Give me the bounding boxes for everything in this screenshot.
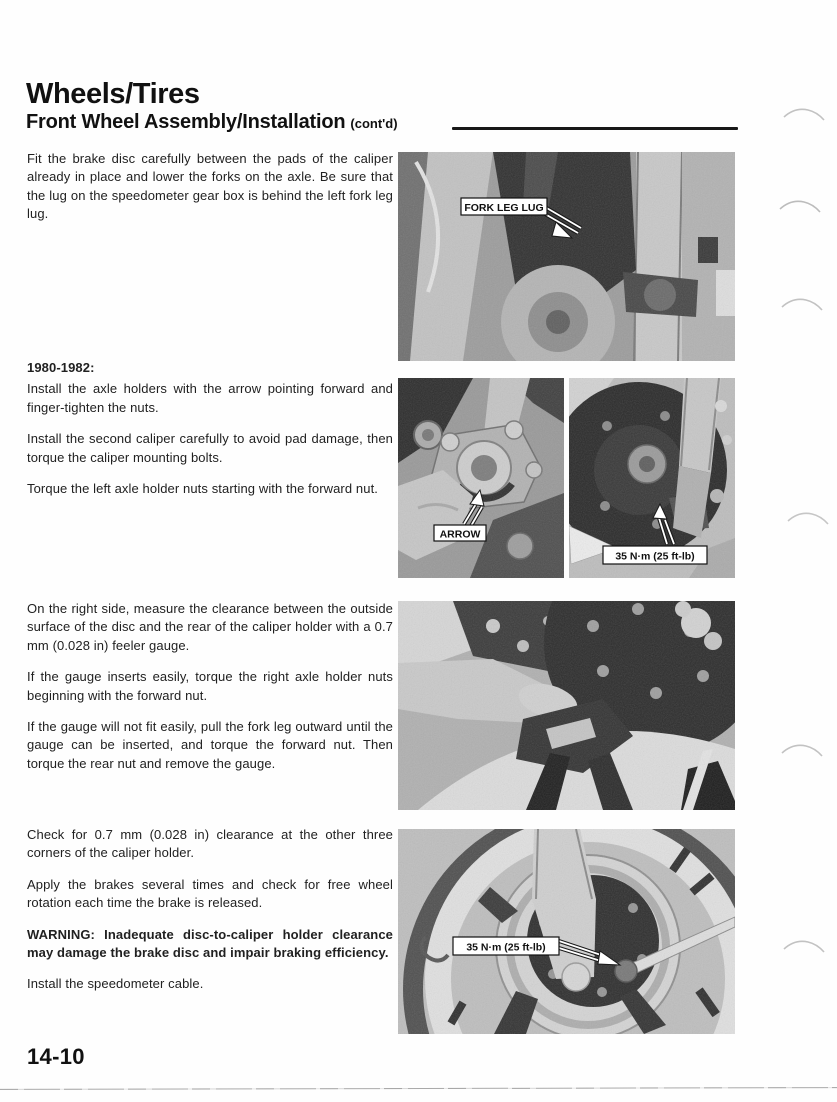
arrow-label: ARROW <box>439 528 481 541</box>
clearance-section <box>27 600 393 773</box>
paragraph-second-caliper: Install the second caliper carefully to avoid pad damage, then torque the caliper mounting bolts. <box>27 431 393 465</box>
paragraph-axle-holders: Install the axle holders with the arrow pointing forward and finger-tighten the nuts. <box>27 381 393 415</box>
paragraph-gauge-hard: If the gauge will not fit easily, pull the fork leg outward until the gauge can be inserted, and torque the forward nut. Then torque the rear nut and remove the gauge. <box>27 719 393 771</box>
section-title: Front Wheel Assembly/Installation <box>26 111 346 133</box>
paragraph-apply-brakes: Apply the brakes several times and check for free wheel rotation each time the brake is released. <box>27 876 393 911</box>
fork-leg-lug-label: FORK LEG LUG <box>464 202 544 214</box>
paragraph-left-axle-nuts: Torque the left axle holder nuts starting with the forward nut. <box>27 481 378 497</box>
photo-feeler-gauge <box>398 601 735 810</box>
callout-label-fork-leg-lug <box>461 198 547 215</box>
years-1980-1982-section <box>27 359 393 498</box>
section-title-note: (cont'd) <box>350 116 398 131</box>
paragraph-intro: Fit the brake disc carefully between the pads of the caliper already in place and lower the forks on the axle. Be sure that the lug on the speedometer gear box is behind the left fork leg lug. <box>27 151 393 222</box>
paragraph-check-corners: Check for 0.7 mm (0.028 in) clearance at the other three corners of the caliper holder. <box>27 827 393 861</box>
page-number: 14-10 <box>27 1044 85 1069</box>
paragraph-speedometer-cable: Install the speedometer cable. <box>27 976 204 992</box>
photo-fork-leg-lug <box>398 152 735 361</box>
callout-label-torque-mid <box>603 546 707 564</box>
page-title: Wheels/Tires <box>26 78 200 110</box>
photo-axle-holder-arrow <box>398 378 564 578</box>
photo-wheel-torque <box>398 829 735 1034</box>
warning-text: WARNING: Inadequate disc-to-caliper holder clearance may damage the brake disc and impair braking efficiency. <box>27 926 393 961</box>
photo-scene <box>398 829 735 1034</box>
binder-curl-mark <box>778 196 822 216</box>
paragraph-measure-clearance: On the right side, measure the clearance between the outside surface of the disc and the rear of the caliper holder with a 0.7 mm (0.028 in) feeler gauge. <box>27 601 393 653</box>
photo-scene <box>398 378 564 578</box>
photo-scene <box>398 601 735 810</box>
years-heading: 1980-1982: <box>27 360 95 375</box>
binder-curl-mark <box>782 936 826 956</box>
heading-rule <box>452 127 738 130</box>
torque-mid-label: 35 N·m (25 ft-lb) <box>615 550 695 563</box>
binder-curl-mark <box>780 294 824 314</box>
photo-scene <box>398 152 735 361</box>
binder-curl-mark <box>782 104 826 124</box>
intro-section <box>27 150 393 224</box>
callout-label-torque-bottom <box>453 937 559 955</box>
binder-curl-mark <box>780 740 824 760</box>
photo-disc-torque <box>569 378 735 578</box>
final-check-section <box>27 826 393 994</box>
paragraph-gauge-easy: If the gauge inserts easily, torque the right axle holder nuts beginning with the forward nut. <box>27 669 393 703</box>
callout-label-arrow <box>434 525 486 541</box>
binder-curl-mark <box>786 508 830 528</box>
torque-bottom-label: 35 N·m (25 ft-lb) <box>466 941 546 954</box>
section-heading-row <box>26 111 398 134</box>
page-edge-scan-line <box>0 1087 837 1090</box>
